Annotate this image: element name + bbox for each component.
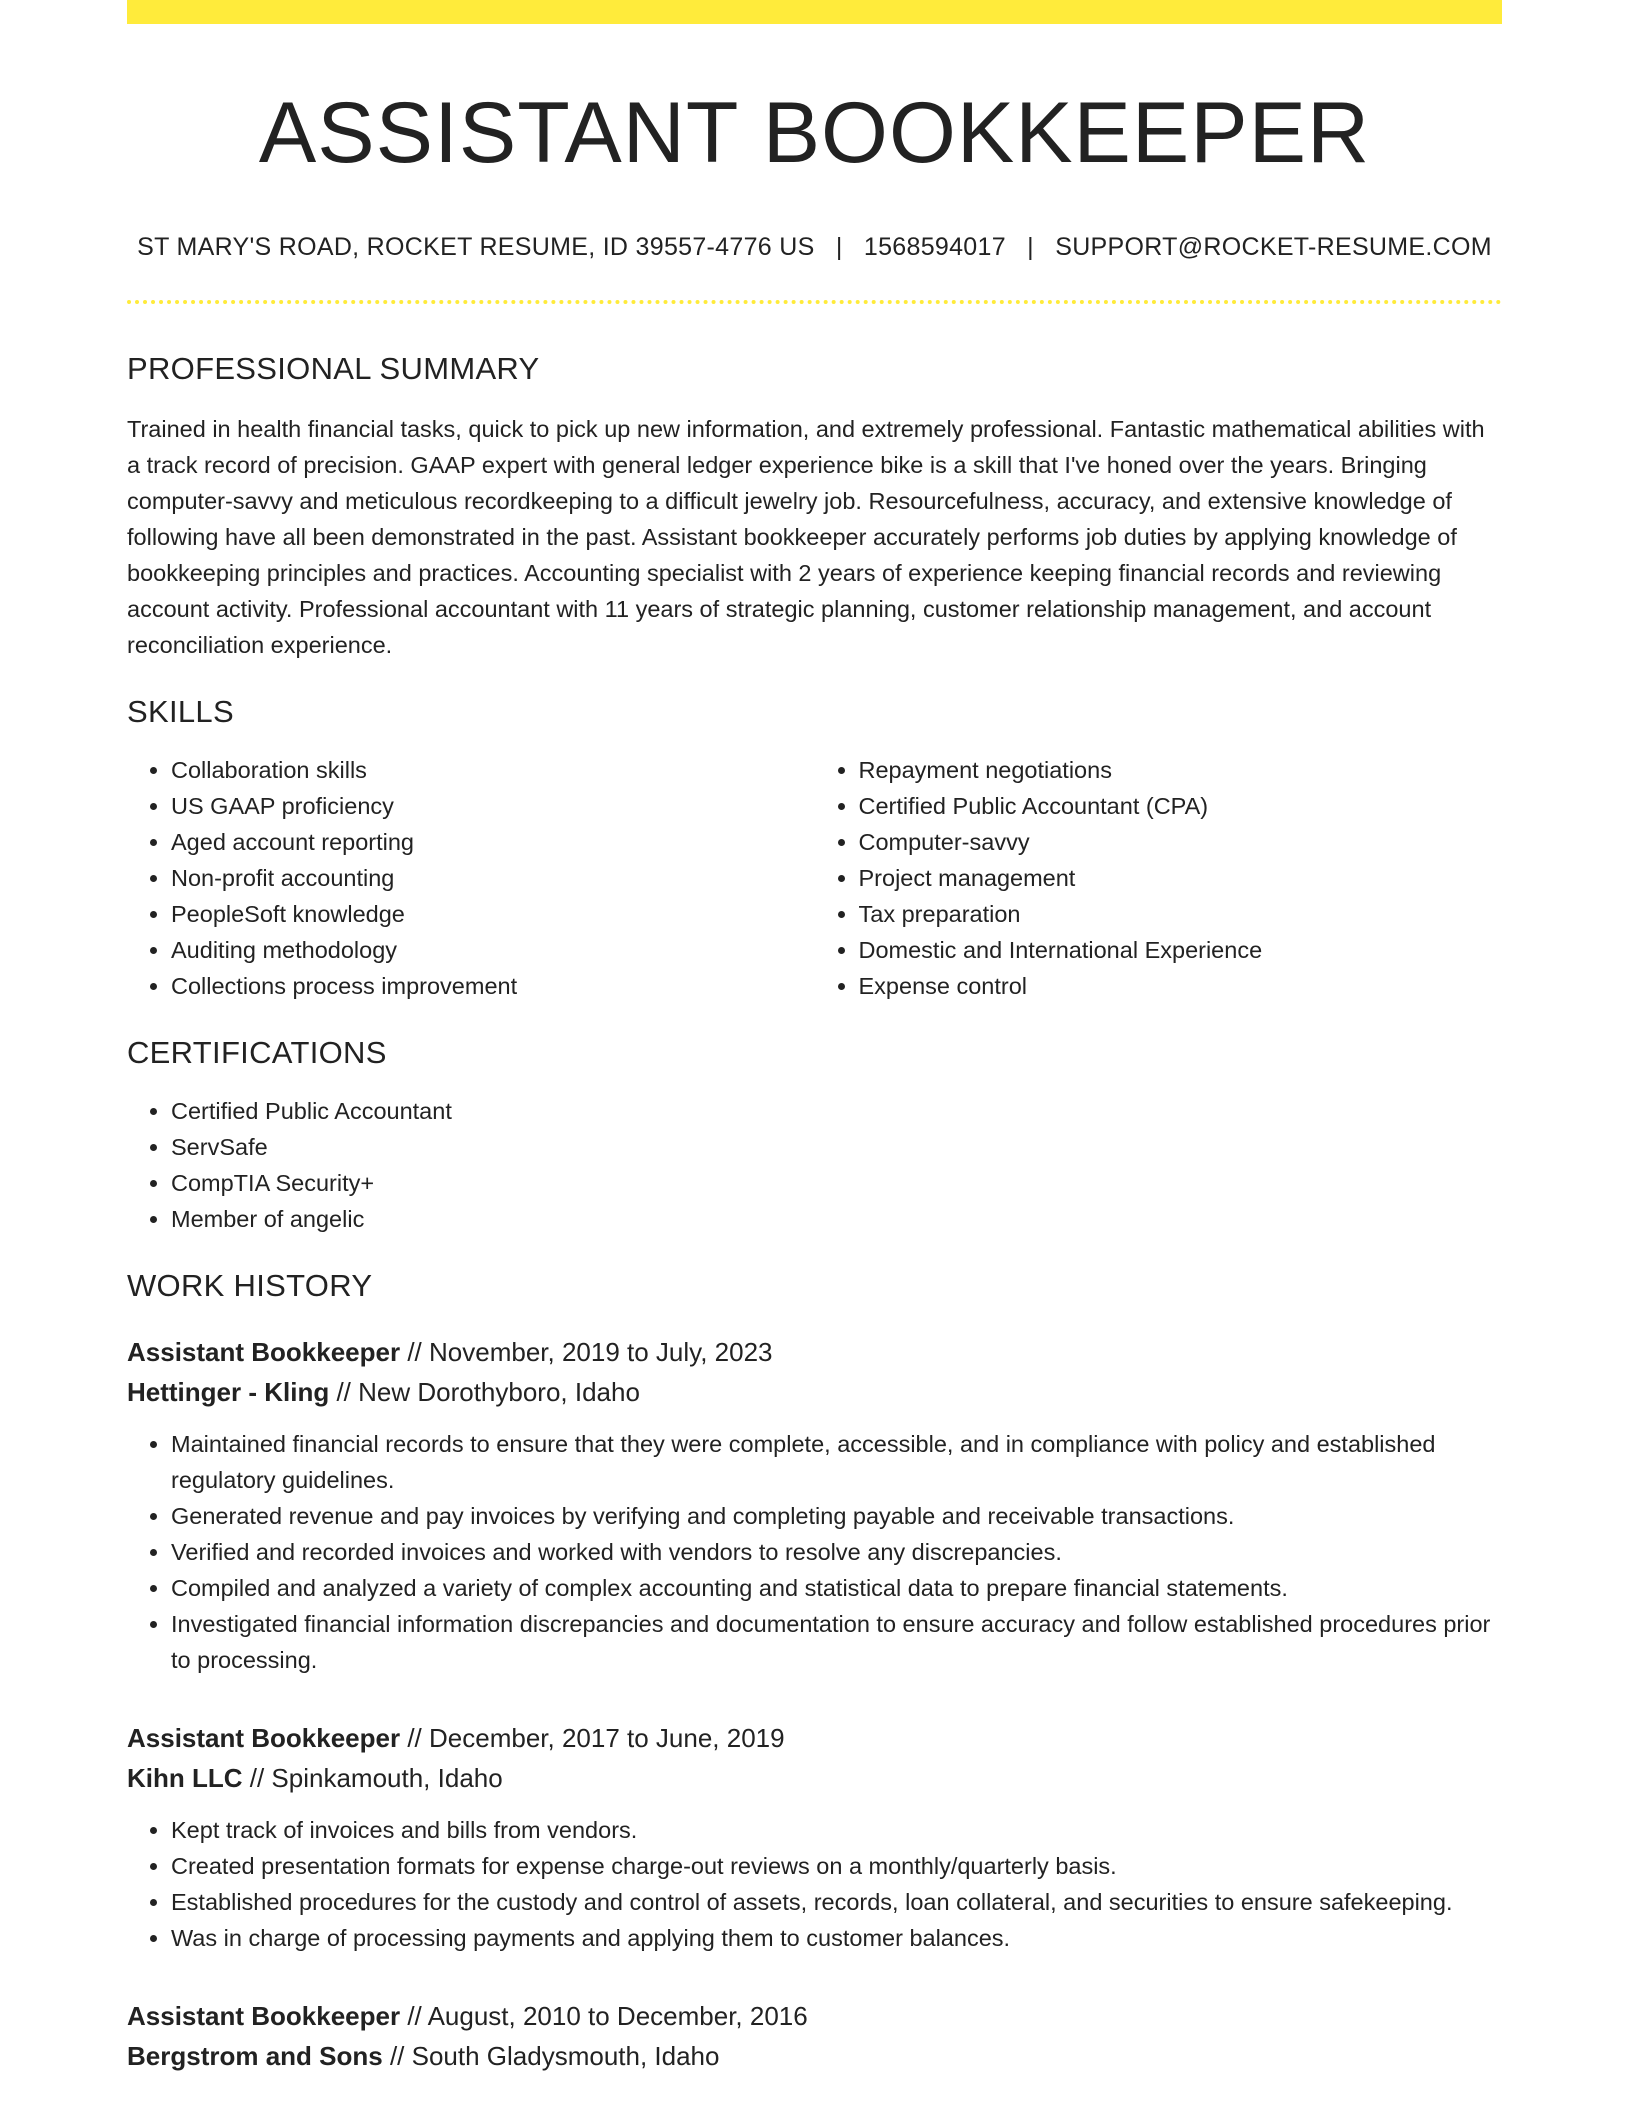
certifications-heading: CERTIFICATIONS	[127, 1034, 387, 1070]
certification-item: • Certified Public Accountant	[171, 1093, 1502, 1129]
job-company: Hettinger - Kling	[127, 1377, 330, 1408]
certification-item: • Member of angelic	[171, 1201, 1502, 1237]
job-company-line	[127, 1758, 1502, 1798]
job-company-line	[127, 1372, 1502, 1412]
summary-heading: PROFESSIONAL SUMMARY	[127, 350, 540, 386]
skills-heading: SKILLS	[127, 693, 234, 729]
job-company: Bergstrom and Sons	[127, 2041, 383, 2072]
certifications-list	[127, 1093, 1502, 1237]
job-location: // Spinkamouth, Idaho	[242, 1763, 503, 1794]
contact-separator: |	[1027, 232, 1034, 261]
job-title-line	[127, 1332, 1502, 1372]
job-company: Kihn LLC	[127, 1763, 243, 1794]
skill-item: • Certified Public Accountant (CPA)	[859, 788, 1503, 824]
job-duties	[127, 1426, 1502, 1678]
job-location: // New Dorothyboro, Idaho	[329, 1377, 640, 1408]
job-title-line	[127, 1996, 1502, 2036]
job-role: Assistant Bookkeeper	[127, 2001, 401, 2032]
contact-line	[127, 233, 1502, 262]
skill-item: • Project management	[859, 860, 1503, 896]
skill-item: • Aged account reporting	[171, 824, 815, 860]
skill-item: • US GAAP proficiency	[171, 788, 815, 824]
skill-item: • Auditing methodology	[171, 932, 815, 968]
contact-separator: |	[835, 232, 843, 261]
job-duty: • Verified and recorded invoices and worked with vendors to resolve any discrepancies.	[171, 1534, 1502, 1570]
job-duty: • Was in charge of processing payments and applying them to customer balances.	[171, 1920, 1502, 1956]
job-duty: • Established procedures for the custody and control of assets, records, loan collateral, and securities to ensure safekeeping.	[171, 1884, 1502, 1920]
job-duty: • Compiled and analyzed a variety of complex accounting and statistical data to prepare financial statements.	[171, 1570, 1502, 1606]
job-location: // South Gladysmouth, Idaho	[382, 2041, 720, 2072]
certification-item: • ServSafe	[171, 1129, 1502, 1165]
job-entry	[127, 1332, 1502, 1678]
job-duty: • Generated revenue and pay invoices by verifying and completing payable and receivable transactions.	[171, 1498, 1502, 1534]
job-role: Assistant Bookkeeper	[127, 1723, 401, 1754]
accent-bar	[127, 0, 1502, 24]
work-history-heading: WORK HISTORY	[127, 1268, 373, 1304]
skill-item: • Collaboration skills	[171, 752, 815, 788]
job-dates: // August, 2010 to December, 2016	[400, 2001, 808, 2032]
skills-column-left	[127, 752, 815, 1004]
job-entry	[127, 1718, 1502, 1956]
job-duty: • Maintained financial records to ensure that they were complete, accessible, and in compliance with policy and established regulatory guidelines.	[171, 1426, 1502, 1498]
job-duty: • Kept track of invoices and bills from vendors.	[171, 1812, 1502, 1848]
skill-item: • PeopleSoft knowledge	[171, 896, 815, 932]
resume-page	[127, 0, 1502, 2076]
skill-item: • Non-profit accounting	[171, 860, 815, 896]
contact-email: SUPPORT@ROCKET-RESUME.COM	[1055, 232, 1492, 261]
job-duties	[127, 1812, 1502, 1956]
resume-name: ASSISTANT BOOKKEEPER	[258, 85, 1371, 181]
skills-list	[127, 752, 1502, 1004]
summary-text: Trained in health financial tasks, quick to pick up new information, and extremely professional. Fantastic mathematical abilities with a track record of precision. GAAP expert with general ledger experience bike is a skill that I've honed over the years. Bringing computer-savvy and meticulous recordkeeping to a difficult jewelry job. Resourcefulness, accuracy, and extensive knowledge of following have all been demonstrated in the past. Assistant bookkeeper accurately performs job duties by applying knowledge of bookkeeping principles and practices. Accounting specialist with 2 years of experience keeping financial records and reviewing account activity. Professional accountant with 11 years of strategic planning, customer relationship management, and account reconciliation experience.	[127, 415, 1485, 658]
job-duty: • Investigated financial information discrepancies and documentation to ensure accuracy and follow established procedures prior to processing.	[171, 1606, 1502, 1678]
job-dates: // December, 2017 to June, 2019	[400, 1723, 785, 1754]
skill-item: • Domestic and International Experience	[859, 932, 1503, 968]
job-role: Assistant Bookkeeper	[127, 1337, 401, 1368]
job-dates: // November, 2019 to July, 2023	[400, 1337, 773, 1368]
skill-item: • Expense control	[859, 968, 1503, 1004]
job-title-line	[127, 1718, 1502, 1758]
skill-item: • Collections process improvement	[171, 968, 815, 1004]
contact-phone: 1568594017	[863, 232, 1006, 261]
job-entry	[127, 1996, 1502, 2076]
skill-item: • Repayment negotiations	[859, 752, 1503, 788]
job-company-line	[127, 2036, 1502, 2076]
contact-address: ST MARY'S ROAD, ROCKET RESUME, ID 39557-4776 US	[137, 232, 815, 261]
skills-column-right	[815, 752, 1503, 1004]
header-divider	[127, 300, 1502, 304]
skill-item: • Computer-savvy	[859, 824, 1503, 860]
job-duty: • Created presentation formats for expense charge-out reviews on a monthly/quarterly basis.	[171, 1848, 1502, 1884]
certification-item: • CompTIA Security+	[171, 1165, 1502, 1201]
skill-item: • Tax preparation	[859, 896, 1503, 932]
